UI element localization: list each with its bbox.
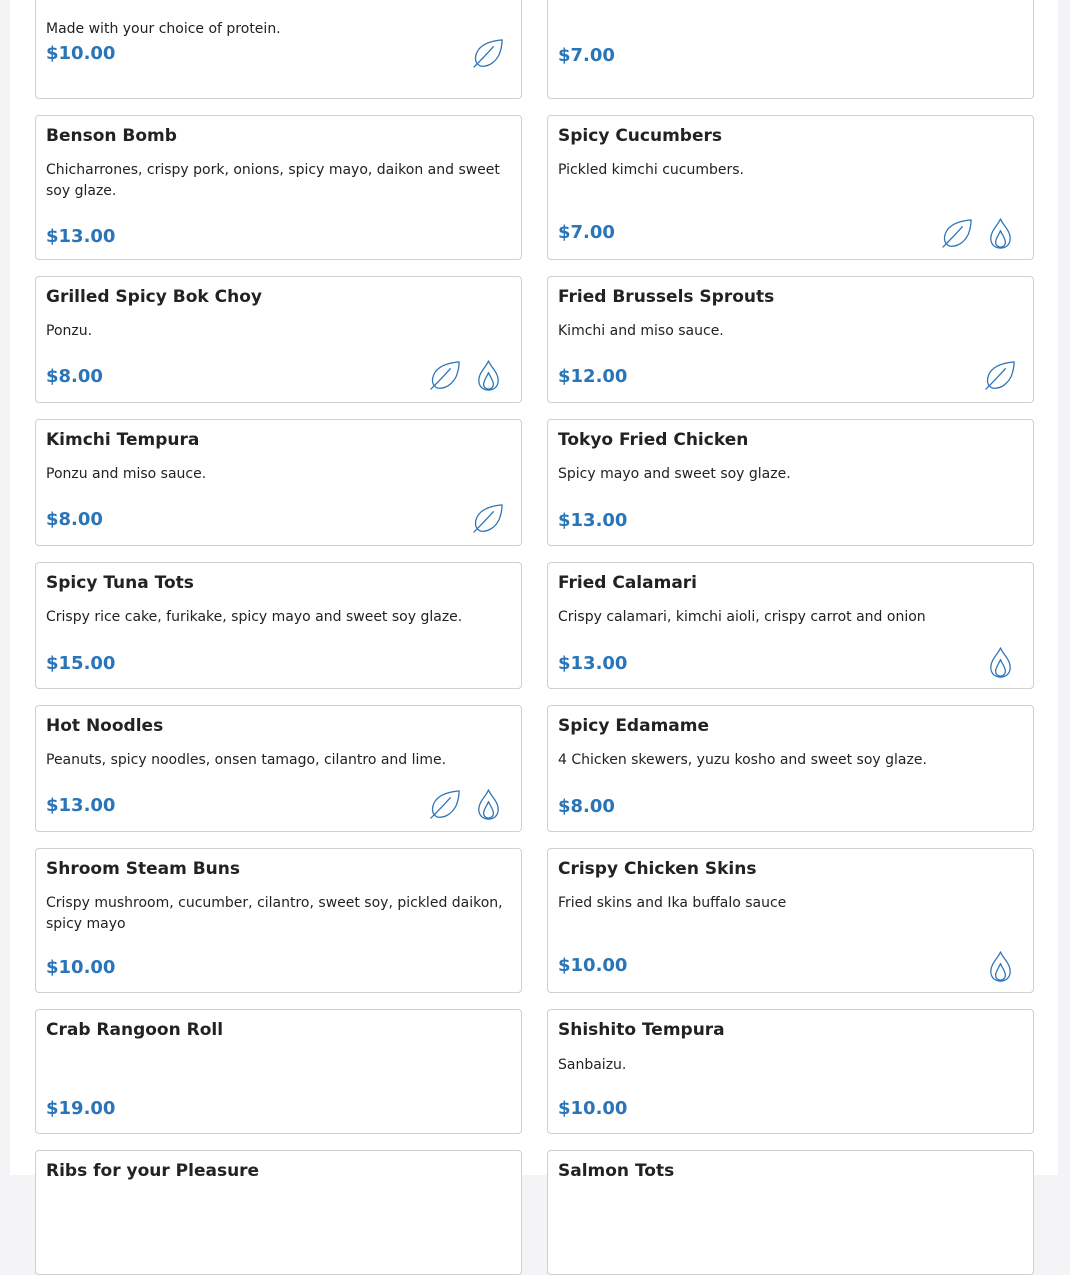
- menu-item-name: Ribs for your Pleasure: [46, 1161, 260, 1181]
- vegetarian-leaf-icon: [472, 37, 505, 70]
- menu-item-card-ribs-for-your-pleasure[interactable]: [35, 1150, 522, 1275]
- menu-item-name: Shishito Tempura: [558, 1020, 725, 1040]
- menu-item-description: 4 Chicken skewers, yuzu kosho and sweet soy glaze.: [558, 752, 927, 768]
- menu-item-card-crispy-chicken-skins[interactable]: [547, 848, 1034, 993]
- menu-item-name: Spicy Edamame: [558, 716, 709, 736]
- dietary-icons: [984, 950, 1017, 983]
- menu-item-name: Crab Rangoon Roll: [46, 1020, 224, 1040]
- menu-item-card-spicy-edamame[interactable]: [547, 705, 1034, 832]
- menu-item-price: $15.00: [46, 653, 116, 674]
- menu-item-name: Salmon Tots: [558, 1161, 675, 1181]
- menu-item-description: Chicharrones, crispy pork, onions, spicy mayo, daikon and sweet soy glaze.: [46, 162, 500, 199]
- dietary-icons: [429, 359, 505, 392]
- menu-item-name: Fried Brussels Sprouts: [558, 287, 775, 307]
- menu-item-card-hot-noodles[interactable]: [35, 705, 522, 832]
- menu-item-description: Crispy rice cake, furikake, spicy mayo and sweet soy glaze.: [46, 609, 463, 625]
- menu-page: [10, 0, 1058, 1181]
- menu-item-card-benson-bomb[interactable]: [35, 115, 522, 260]
- spicy-flame-icon: [984, 646, 1017, 679]
- menu-item-price: $13.00: [46, 795, 116, 816]
- menu-item-description: Spicy mayo and sweet soy glaze.: [558, 466, 791, 482]
- menu-item-name: Spicy Tuna Tots: [46, 573, 194, 593]
- menu-item-price: $8.00: [558, 796, 615, 817]
- menu-item-name: Spicy Cucumbers: [558, 126, 722, 146]
- menu-item-description: Sanbaizu.: [558, 1057, 627, 1073]
- menu-item-card-kimchi-tempura[interactable]: [35, 419, 522, 546]
- vegetarian-leaf-icon: [984, 359, 1017, 392]
- menu-item-card-fried-brussels-sprouts[interactable]: [547, 276, 1034, 403]
- menu-item-price: $8.00: [46, 366, 103, 387]
- vegetarian-leaf-icon: [429, 788, 462, 821]
- menu-item-name: Hot Noodles: [46, 716, 164, 736]
- menu-item-price: $10.00: [558, 955, 628, 976]
- menu-item-card-shroom-steam-buns[interactable]: [35, 848, 522, 993]
- vegetarian-leaf-icon: [472, 502, 505, 535]
- menu-item-description: Crispy calamari, kimchi aioli, crispy carrot and onion: [558, 609, 926, 625]
- menu-item-price: $7.00: [558, 45, 615, 66]
- vegetarian-leaf-icon: [429, 359, 462, 392]
- menu-item-price: $10.00: [46, 43, 116, 64]
- spicy-flame-icon: [984, 950, 1017, 983]
- menu-item-card-item-1[interactable]: [547, 0, 1034, 99]
- menu-item-card-spicy-tuna-tots[interactable]: [35, 562, 522, 689]
- menu-item-name: Grilled Spicy Bok Choy: [46, 287, 262, 307]
- spicy-flame-icon: [472, 788, 505, 821]
- menu-item-description: Peanuts, spicy noodles, onsen tamago, cilantro and lime.: [46, 752, 447, 768]
- menu-item-price: $12.00: [558, 366, 628, 387]
- spicy-flame-icon: [472, 359, 505, 392]
- menu-item-description: Pickled kimchi cucumbers.: [558, 162, 744, 178]
- menu-item-card-shishito-tempura[interactable]: [547, 1009, 1034, 1134]
- menu-item-card-crab-rangoon-roll[interactable]: [35, 1009, 522, 1134]
- menu-item-name: Fried Calamari: [558, 573, 697, 593]
- menu-item-price: $10.00: [46, 957, 116, 978]
- menu-item-price: $13.00: [558, 653, 628, 674]
- dietary-icons: [429, 788, 505, 821]
- menu-item-card-fried-calamari[interactable]: [547, 562, 1034, 689]
- menu-item-price: $19.00: [46, 1098, 116, 1119]
- menu-item-description: Crispy mushroom, cucumber, cilantro, sweet soy, pickled daikon, spicy mayo: [46, 895, 503, 932]
- menu-item-name: Tokyo Fried Chicken: [558, 430, 749, 450]
- menu-item-description: Kimchi and miso sauce.: [558, 323, 724, 339]
- menu-item-description: Ponzu and miso sauce.: [46, 466, 207, 482]
- menu-item-name: Benson Bomb: [46, 126, 177, 146]
- menu-item-price: $10.00: [558, 1098, 628, 1119]
- vegetarian-leaf-icon: [941, 217, 974, 250]
- menu-item-card-item-0[interactable]: [35, 0, 522, 99]
- dietary-icons: [941, 217, 1017, 250]
- dietary-icons: [472, 502, 505, 535]
- dietary-icons: [984, 359, 1017, 392]
- menu-item-name: Crispy Chicken Skins: [558, 859, 757, 879]
- dietary-icons: [984, 646, 1017, 679]
- menu-item-card-grilled-spicy-bok-choy[interactable]: [35, 276, 522, 403]
- menu-item-card-spicy-cucumbers[interactable]: [547, 115, 1034, 260]
- menu-item-description: Made with your choice of protein.: [46, 21, 281, 37]
- menu-item-card-tokyo-fried-chicken[interactable]: [547, 419, 1034, 546]
- menu-item-name: Shroom Steam Buns: [46, 859, 241, 879]
- menu-item-name: Kimchi Tempura: [46, 430, 200, 450]
- menu-item-price: $13.00: [558, 510, 628, 531]
- spicy-flame-icon: [984, 217, 1017, 250]
- menu-item-price: $13.00: [46, 226, 116, 247]
- menu-item-card-salmon-tots[interactable]: [547, 1150, 1034, 1275]
- menu-item-price: $7.00: [558, 222, 615, 243]
- dietary-icons: [472, 37, 505, 70]
- menu-item-price: $8.00: [46, 509, 103, 530]
- menu-item-description: Ponzu.: [46, 323, 93, 339]
- menu-item-description: Fried skins and Ika buffalo sauce: [558, 895, 787, 911]
